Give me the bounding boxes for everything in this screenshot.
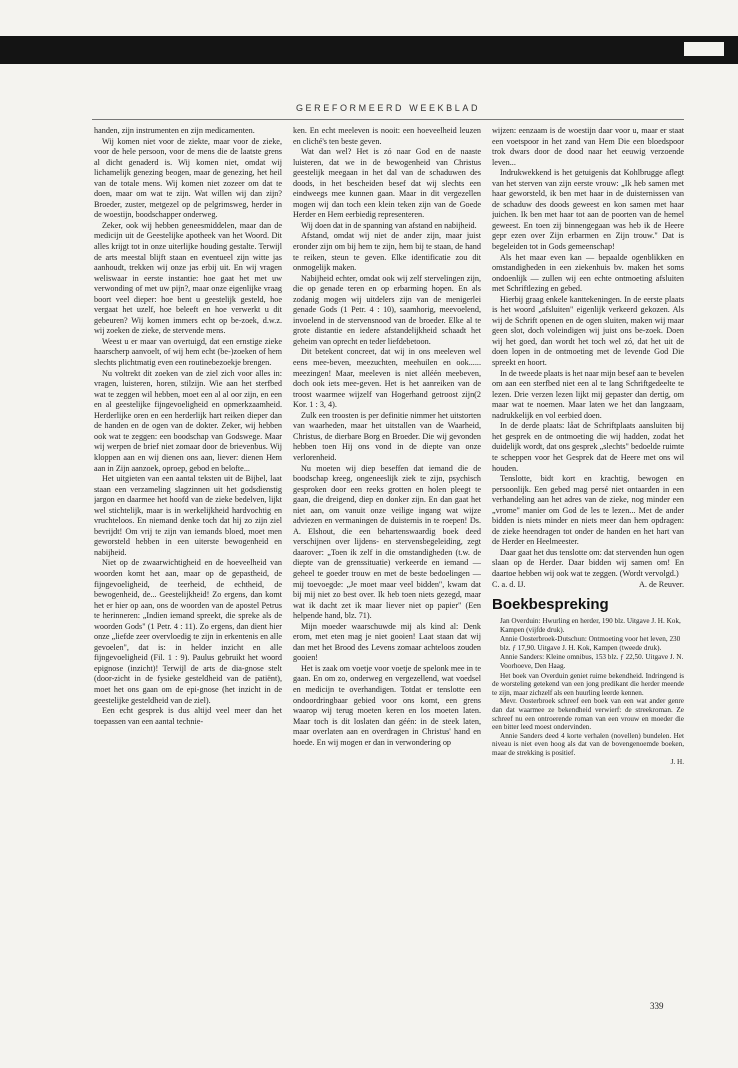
column-2	[293, 126, 481, 1016]
book-entry: Annie Sanders: Kleine omnibus, 153 blz. ƒ 22,50. Uitgave J. N. Voorhoeve, Den Haag.	[500, 653, 684, 671]
paragraph: Indrukwekkend is het getuigenis dat Kohlbrugge aflegt van het sterven van zijn eerste vrouw: „Ik heb samen met haar geworsteld, ik ben met haar in de duisternissen van de schaduw des doods geweest en kon samen met haar juichen. Ik ben met haar tot aan de poorten van de hemel geweest. En toen zij binnengegaan was heb ik de Heere gepr ezen over Zijn erbarmen en Zijn trouw." Dat is begeleiden tot in Gods gemeenschap!	[492, 168, 684, 252]
paragraph: Annie Sanders deed 4 korte verhalen (novellen) bundelen. Het niveau is niet even hoog als dat van de bovengenoemde boeken, maar de strekking is positief.	[492, 731, 684, 757]
paragraph: Het uitgieten van een aantal teksten uit de Bijbel, laat staan een verzameling slagzinnen uit het godsdienstig jargon en daarmee het hoofd van de zieke bedelven, lijkt wel stichtelijk, maar is in werkelijkheid hardvochtig en vruchteloos. En niemand denke toch dat hij zo zijn ziel bevrijdt! Om vrij te zijn van iemands bloed, moet men geworsteld hebben in een uiterste bewogenheid en nabijheid.	[94, 474, 282, 557]
paragraph: Als het maar even kan — bepaalde ogenblikken en omstandigheden in een ziekenhuis bv. maken het soms ondoenlijk — zullen wij een echte ontmoeting afsluiten met Schriftlezing en gebed.	[492, 252, 684, 294]
signoff	[492, 580, 684, 591]
review-heading: Boekbespreking	[492, 596, 609, 614]
paragraph: Daar gaat het dus tenslotte om: dat stervenden hun ogen slaan op de Herder. Daar bidden wij samen om! En daartoe hebben wij ook wat te zeggen. (Wordt vervolgd.)	[492, 547, 684, 578]
paragraph: Het boek van Overduin geniet ruime bekendheid. Indringend is de worsteling getekend van een jong predikant die herder meende te zijn, maar zichzelf als een huurling leerde kennen.	[492, 671, 684, 697]
paragraph: Nu voltrekt dit zoeken van de ziel zich voor alles in: vragen, luisteren, horen, stilzijn. Wie aan het sterfbed wat te zeggen wil hebben, moet een al al oor zijn, en een en al geestelijke fijngevoeligheid en opmerkzaamheid. Herderlijke oren en een herderlijk hart reiken dieper dan de handen en de ogen van de dokter. Zeker, wij hebben ook wat te zeggen: een boodschap van Godswege. Maar wij werpen de brief niet zomaar door de brievenbus. Wij kloppen aan en wij dienen ons aan, liever: dienen Hem aan in Zijn aanzoek, oproep, gebod en belofte...	[94, 368, 282, 473]
paragraph: Wij doen dat in de spanning van afstand en nabijheid.	[301, 220, 477, 230]
review-text	[492, 672, 684, 758]
paragraph: Mevr. Oosterbroek schreef een boek van een wat ander genre dan dat waarmee ze bekendheid verwierf: de streekroman. Ze schreef nu een ontroerende roman van een vrouw en moeder die een bitter leed moest ondervinden.	[492, 697, 684, 732]
paragraph: Het is zaak om voetje voor voetje de spelonk mee in te gaan. En om zo, onderweg en vergezellend, wat voedsel en medicijn te overhandigen. Totdat er tenslotte een ondoordringbaar gebied voor ons komt, een grens waarop wij terug moeten keren en los moeten laten. Maar toch is dit loslaten dan géén: in de steek laten, maar overlaten aan en overdragen in Christus' hand en hoede. En wij mogen er dan in verwondering op	[293, 663, 481, 747]
column-3	[492, 126, 684, 1016]
paragraph: In de derde plaats: låat de Schriftplaats aansluiten bij het gesprek en de ontmoeting die wij hadden, zodat het duidelijk wordt, dat ons gesprek „slechts" bedoelde ruimte te scheppen voor het Gesprek dat de Heere met ons wil houden.	[492, 421, 684, 473]
paragraph: Hierbij graag enkele kanttekeningen. In de eerste plaats is het woord „afsluiten" eigenlijk verkeerd gekozen. Als wij de Schrift openen en de ogen sluiten, maken wij maar geen slot, doch voleindigen wij juist ons be-zoek. Doen wij het goed, dan wordt het toch wel zó, dat het uit de doen lopen in de ontmoeting met de levende God Die spreekt en hoort.	[492, 294, 684, 368]
paragraph: handen, zijn instrumenten en zijn medicamenten.	[94, 126, 255, 135]
book-entry: Annie Oosterbroek-Dutschun: Ontmoeting voor het leven, 230 blz. ƒ 17,90. Uitgave J. H. Kok, Kampen (tweede druk).	[500, 635, 681, 652]
review-initials: J. H.	[670, 757, 684, 766]
paragraph: Zeker, ook wij hebben geneesmiddelen, maar dan de medicijn uit de Geestelijke apotheek van het Woord. Dit alles krijgt tot in onze uiterlijke houding gestalte. Terwijl de arts meestal blijft staan en eventueel zijn witte jas aanhoudt, trekken wij onze jas erbij uit. En wij vragen weliswaar in eerste instantie: hoe gaat het met uw verwonding of met uw pijn?, maar onze eigenlijke vraag boort veel dieper: hoe bent u geestelijk gesteld, hoe vergaat het uzelf, hoe beleeft en hoe verwerkt u dit gebeuren? Wij komen immers echt op be-zoek, d.w.z. wij zoeken de zieke, de stervende mens.	[94, 220, 282, 336]
scan-border	[0, 36, 738, 64]
paragraph: Afstand, omdat wij niet de ander zijn, maar juist eronder zijn om bij hem te zijn, hem bij te staan, de hand te reiken, steun te geven. Elke identificatie zou dit onmogelijk maken.	[293, 231, 481, 273]
header-rule	[92, 119, 684, 120]
running-head: GEREFORMEERD WEEKBLAD	[295, 103, 481, 113]
paragraph: Tenslotte, bidt kort en krachtig, bewogen en persoonlijk. Een gebed mag persé niet ontaarden in een verhandeling aan het adres van de zieke, nog minder een „vrome" manier om God de les te lezen... Met de ander bidden is niets minder en niets meer dan hem opdragen: de zieke heendragen tot onder de handen en het hart van de Herder en Heelmeester.	[492, 474, 684, 547]
paragraph: Weest u er maar van overtuigd, dat een ernstige zieke haarscherp aanvoelt, of wij hem echt (be-)zoeken of hem slechts plichtmatig even een routinebezoekje brengen.	[94, 336, 282, 368]
paragraph: Zulk een troosten is per definitie nimmer het uitstorten van waarheden, maar het uitstallen van de Waarheid, Christus, de dierbare Borg en Broeder. Die wij gevonden hebben toen Hij ons vond in de diepte van onze verlorenheid.	[293, 410, 481, 462]
paragraph: Nu moeten wij diep beseffen dat iemand die de boodschap kreeg, ongeneeslijk ziek te zijn, psychisch gesproken door een reeks grotten en holen pleegt te gaan, die dreigend, diep en donker zijn. En dan gaat het niet aan, om vanuit onze veilige ingang wat wijze adviezen en vermaningen de duisternis in te roepen! Ds. A. Elshout, die een behartenswaardig boek deed verschijnen over lijdens- en stervensbegeleiding, zegt daarover: „Toen ik zelf in die omstandigheden (t.w. de diepte van de grenssituatie) verkeerde en iemand — geheel te goeder trouw en met de beste bedoelingen — mij toevoegde: „Je moet maar veel bidden", kwam dat bij mij niet zo best over. Ik heb toen niets gezegd, maar wat ik dacht zet ik maar liever niet op papier" (Een helpende hand, blz. 71).	[293, 463, 481, 621]
book-entry: Jan Overduin: Hwurling en herder, 190 blz. Uitgave J. H. Kok, Kampen (vijfde druk).	[500, 617, 681, 634]
paragraph: Een echt gesprek is dus altijd veel meer dan het toepassen van een aantal technie-	[94, 706, 282, 726]
paragraph: Mijn moeder waarschuwde mij als kind al: Denk erom, met eten mag je niet gooien! Laat staan dat wij dan met het Brood des Levens zomaar achteloos zouden gooien!	[293, 621, 481, 663]
paragraph: Wat dan wel? Het is zó naar God en de naaste luisteren, dat we in de bewogenheid van Christus geestelijk meegaan in het dal van de schaduwen des doods, in het bescheiden besef dat wij slechts een eindweegs mee kunnen gaan. Maar in dit vergezellen mogen wij dan toch een klein teken zijn van de Goede Herder en Hem eerbiedig representeren.	[293, 147, 481, 220]
paragraph: Nabijheid echter, omdat ook wij zelf stervelingen zijn, die op genade teren en op erbarming hopen. En als zodanig mogen wij uitdelers zijn van de menigerlei genade Gods (1 Petr. 4 : 10), saamhorig, meevoelend, invoelend in de stervensnood van de broeder. Elke al te grote distantie en iedere afstandelijkheid schaadt het geheim van oprecht en teder liefdebetoon.	[293, 273, 481, 346]
page-number: 339	[650, 1001, 664, 1011]
column-1	[94, 126, 282, 1016]
paragraph: In de tweede plaats is het naar mijn besef aan te bevelen om aan een sterfbed niet een al te lang Schriftgedeelte te lezen. Drie verzen lezen lijkt mij gepaster dan dertig, om maar wat te noemen. Maar laten we het dan langzaam, nadrukkelijk en vol eerbied doen.	[492, 368, 684, 420]
paragraph: wijzen: eenzaam is de woestijn daar voor u, maar er staat een voetspoor in het zand van Hem Die een bloedspoor trok dwars door de dood naar het eeuwig verzoende leven...	[492, 126, 684, 167]
paragraph: Niet op de zwaarwichtigheid en de hoeveelheid van woorden komt het aan, maar op de gepastheid, de fijngevoeligheid, de teerheid, de echtheid, de bewogenheid, de... Geestelijkheid! Zo ergens, dan komt het er hier op aan, ons de woorden van de apostel Petrus te herinneren: „Indien iemand spreekt, die spreke als de woorden Gods" (1 Petr. 4 : 11). Zo ergens, dan dient hier onze „liefde zeer overvloedig te zijn in erkentenis en alle gevoelen", dat is: in helder inzicht en alle fijngevoeligheid (Fil. 1 : 9). Paulus gebruikt het woord epignose (inzicht)! Terwijl de arts de dia-gnose stelt (door-zicht in de fysieke gesteldheid van de patiënt), moet het ons gaan om de epi-gnose (het inzicht in de geestelijke gesteldheid van de ziel).	[94, 558, 282, 705]
signoff-author: A. de Reuver.	[638, 579, 684, 589]
signoff-initials: C. a. d. IJ.	[492, 579, 526, 589]
paragraph: Wij komen niet voor de ziekte, maar voor de zieke, voor de hele persoon, voor de mens die de laatste grens al dicht genaderd is. Wij komen niet, omdat wij lichamelijk genezing beogen, maar de genezing, het heil van de totale mens. Wij komen niet zozeer om dat te doen, maar om wat te zijn. Wat willen wij dan zijn? Broeder, zuster, metgezel op de pelgrimsweg, herder in de woestijn, boodschapper onderweg.	[94, 136, 282, 220]
paragraph: ken. En echt meeleven is nooit: een hoeveelheid leuzen en cliché's ten beste geven.	[293, 126, 481, 146]
paragraph: Dit betekent concreet, dat wij in ons meeleven wel eens mee-beven, meezuchten, meehuilen en ook...... meezingen! Maar, meeleven is niet alléén meebeven, doch ook iets mee-geven. Het is het aanreiken van de troost waarmee wijzelf van Hogerhand getroost zijn(2 Kor. 1 : 3, 4).	[293, 347, 481, 410]
